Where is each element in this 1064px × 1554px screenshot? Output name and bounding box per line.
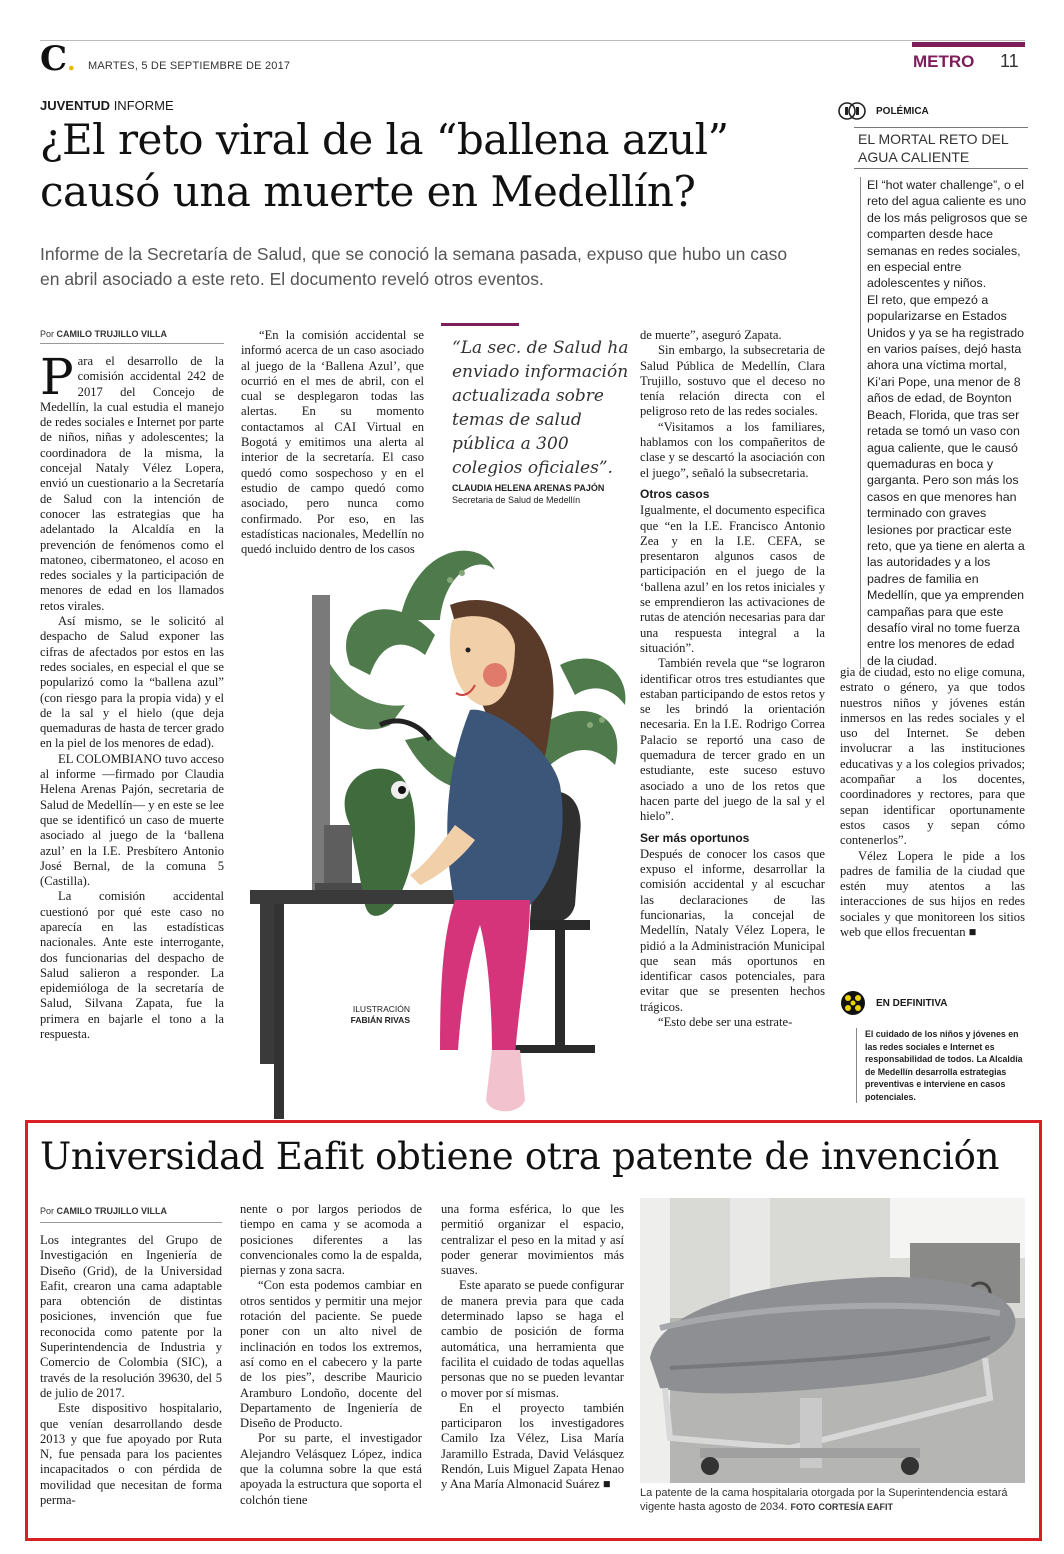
main-col-3: de muerte”, aseguró Zapata. Sin embargo, la subsecretaria de Salud Pública de Medellín, Clara Trujillo, sostuvo que el deceso no tenía relación directa con el peligroso reto de las redes sociales. “Visitamos a los familiares, hablamos con los compañeritos de clase y se descartó la asociación con el juego”, señaló la subsecretaria. Otros casos Igualmente, el documento especifica que “en la I.E. Francisco Antonio Zea y en la I.E. CEFA, se presentaron algunos casos de participación en el juego de la ‘ballena azul’ en los retos iniciales y se emprendieron las activaciones de rutas de atención necesarias para dar una respuesta integral a la situación”. También revela que “se lograron identificar otros tres estudiantes que estaban participando de estos retos y se les brindó la orientación necesaria. En la I.E. Rodrigo Correa Palacio se reportó una caso de quemadura de tercer grado en un estudiante, este suceso estuvo asociado a uno de los retos que hacen parte del juego de la sal y el hielo”. Ser más oportunos Después de conocer los casos que expuso el informe, desarrollar la comisión accidental y al escuchar las declaraciones de las funcionarias, la concejal de Medellín, Nataly Vélez Lopera, le pidió a la Administración Municipal que sean más oportunos en identificar casos potenciales, para evitar que se presenten hechos trágicos. “Esto debe ser una estrate- bbox=[640, 328, 825, 1030]
section-name: METRO bbox=[913, 52, 975, 71]
second-headline: Universidad Eafit obtiene otra patente de invención bbox=[40, 1135, 1000, 1178]
byline: Por CAMILO TRUJILLO VILLA bbox=[40, 329, 168, 339]
second-col-3: una forma esférica, lo que les permitió organizar el espacio, centralizar el peso en la mitad y así poder generar movimientos más suaves. Este aparato se puede configurar de manera previa para que cada determinado lapso se haga el cambio de posición de forma automática, una herramienta que facilita el cuidado de todas aquellas personas que no se pueden levantar o mover por sí mismas. En el proyecto también participaron los investigadores Camilo Iza Vélez, Lisa María Jaramillo Estrada, David Velásquez Rendón, Luis Miguel Zapata Henao y Ana María Almonacid Suárez ■ bbox=[441, 1202, 624, 1492]
girl-shoe bbox=[486, 1050, 525, 1111]
tentacle bbox=[560, 659, 626, 705]
sidebar-label: POLÉMICA bbox=[876, 106, 929, 117]
header-rule bbox=[40, 40, 1025, 41]
second-col-1: Los integrantes del Grupo de Investigación en Ingeniería de Diseño (Grid), de la Universidad Eafit, crearon una cama adaptable para obtención de distintas posiciones, invención que fue reconocida como patente por la Superintendencia de Industria y Comercio de Colombia (SIC), a través de la resolución 39630, del 5 de julio de 2017. Este dispositivo hospitalario, que venían desarrollando desde 2013 y que fue apoyado por Ruta N, fue pensada para los pacientes incapacitados o con pérdida de movilidad que necesitan de forma perma- bbox=[40, 1233, 222, 1508]
second-col-2: nente o por largos periodos de tiempo en cama y se acomoda a posiciones diferentes a las convencionales como la de espalda, piernas y zona sacra. “Con esta podemos cambiar en otros sentidos y permitir una mejor rotación del paciente. Se puede poner con un alto nivel de inclinación en todos los extremos, así como en el cabecero y la parte de los pies”, describe Mauricio Aramburo Londoño, docente del Departamento de Ingeniería de Diseño de Producto. Por su parte, el investigador Alejandro Velásquez López, indica que la columna sobre la que está apoyada la estructura que soporta el colchón tiene bbox=[240, 1202, 422, 1507]
second-byline-rule bbox=[40, 1222, 222, 1223]
deck: Informe de la Secretaría de Salud, que se conoció la semana pasada, expuso que hubo un caso en abril asociado a este reto. El documento reveló otros eventos. bbox=[40, 244, 788, 289]
byline-rule bbox=[40, 343, 224, 344]
sidebar-body: El “hot water challenge”, o el reto del agua caliente es uno de los más peligrosos que se comparten desde hace semanas en redes sociales, en especial entre adolescentes y niños. El reto, que empezó a popularizarse en Estados Unidos y ya se ha registrado en varios países, dejó hasta ahora una víctima mortal, Ki’ari Pope, una menor de 8 años de edad, de Boynton Beach, Florida, que tras ser retada se tomó un vaso con agua caliente, que le causó quemaduras en boca y garganta. Pero son más los casos en que menores han terminado con graves lesiones por practicar este reto, que ya tiene en alerta a las autoridades y a los padres de familia en Medellín, que ya emprenden campañas para que este desafío viral no tome fuerza entre los menores de edad de la ciudad. bbox=[860, 177, 1031, 669]
section-bar bbox=[912, 42, 1025, 47]
kicker: JUVENTUD INFORME bbox=[40, 98, 174, 113]
sidebar-title: EL MORTAL RETO DEL AGUA CALIENTE bbox=[854, 127, 1028, 169]
definitiva-body: El cuidado de los niños y jóvenes en las redes sociales e Internet es responsabilidad de todos. La Alcaldía de Medellín desarrolla estrategias preventivas e interviene en casos potenciales. bbox=[856, 1028, 1033, 1103]
subhead-otros-casos: Otros casos bbox=[640, 486, 710, 501]
page-number: 11 bbox=[1000, 51, 1019, 71]
subhead-ser-mas-oportunos: Ser más oportunos bbox=[640, 830, 750, 845]
photo-caption: La patente de la cama hospitalaria otorgada por la Superintendencia estará vigente hasta agosto de 2034. FOTO CORTESÍA EAFIT bbox=[640, 1487, 1008, 1513]
second-byline: Por CAMILO TRUJILLO VILLA bbox=[40, 1206, 168, 1216]
definitiva-icon bbox=[840, 990, 866, 1016]
definitiva-label: EN DEFINITIVA bbox=[876, 998, 948, 1009]
pull-quote-author: CLAUDIA HELENA ARENAS PAJÓN Secretaria de Salud de Medellín bbox=[452, 483, 605, 505]
girl-computer-illustration bbox=[230, 525, 640, 1125]
logo: C. bbox=[40, 39, 76, 79]
illustration-credit: ILUSTRACIÓN FABIÁN RIVAS bbox=[350, 1004, 410, 1025]
girl-pants bbox=[440, 900, 530, 1055]
main-col-4: gia de ciudad, esto no elige comuna, estrato o género, ya que todos nuestros niños y jóvenes están inmersos en las redes sociales y el uso del Internet. Se deben involucrar a las instituciones educativas y a los colegios privados; acompañar a los docentes, coordinadores y rectores, para que sepan identificar oportunamente estos casos y sepan cómo contenerlos”. Vélez Lopera le pide a los padres de familia de la ciudad que estén muy atentos a las interacciones de sus hijos en redes sociales y que monitoreen los sitios web que ellos frecuentan ■ bbox=[840, 665, 1025, 940]
quote-bar bbox=[441, 323, 519, 326]
main-col-1: Para el desarrollo de la comisión accidental 242 de 2017 del Concejo de Medellín, la cual estudia el manejo de redes sociales e Internet por parte de niños, niñas y adolescentes; la coordinadora de la misma, la concejal Nataly Vélez Lopera, envió un cuestionario a la Secretaría de Salud con la intención de conocer las estrategias que ha adelantado la Alcaldía en la prevención de fenómenos como el matoneo, cibermatoneo, el acoso en redes sociales y la participación de menores de edad en los llamados retos virales. Así mismo, se le solicitó al despacho de Salud exponer las cifras de afectados por estos en las redes sociales, en especial el que se popularizó como la “ballena azul” (con riesgo para la propia vida) y el de la sal y el hielo (que deja quemaduras de hasta de tercer grado en la piel de los menores de edad). EL COLOMBIANO tuvo acceso al informe —firmado por Claudia Helena Arenas Pajón, secretaria de Salud de Medellín— y en este se lee que se identificó un caso de muerte asociado al juego de la ‘ballena azul’ en la I.E. Presbítero Antonio José Bernal, de la comuna 5 (Castilla). La comisión accidental cuestionó por qué este caso no aparecía en las estadísticas nacionales. Ante este interrogante, dos funcionarias del despacho de Salud salieron a responder. La epidemióloga de la secretaría de Salud, Silvana Zapata, fue la primera en bajarle el tono a la respuesta. bbox=[40, 348, 224, 1042]
issue-date: MARTES, 5 DE SEPTIEMBRE DE 2017 bbox=[88, 60, 291, 72]
dropcap: P bbox=[40, 348, 74, 406]
pull-quote: “La sec. de Salud ha enviado información actualizada sobre temas de salud pública a 300 colegios oficiales”. bbox=[452, 338, 629, 478]
polemica-icon bbox=[838, 100, 866, 122]
main-col-2: “En la comisión accidental se informó acerca de un caso asociado al juego de la ‘Ballena Azul’, que ocurrió en el mes de abril, con el cual se desplegaron todas las alertas. En su momento contactamos al CAI Virtual en Bogotá y emitimos una alerta al interior de la secretaría. El caso quedó como sospechoso y en el estudio de campo quedó como asociado, pero nunca como confirmado. Por eso, en las estadísticas nacionales, Medellín no quedó incluido dentro de los casos bbox=[241, 328, 424, 557]
hospital-bed-photo bbox=[640, 1198, 1025, 1483]
headline: ¿El reto viral de la “ballena azul” causó una muerte en Medellín? bbox=[40, 115, 729, 216]
